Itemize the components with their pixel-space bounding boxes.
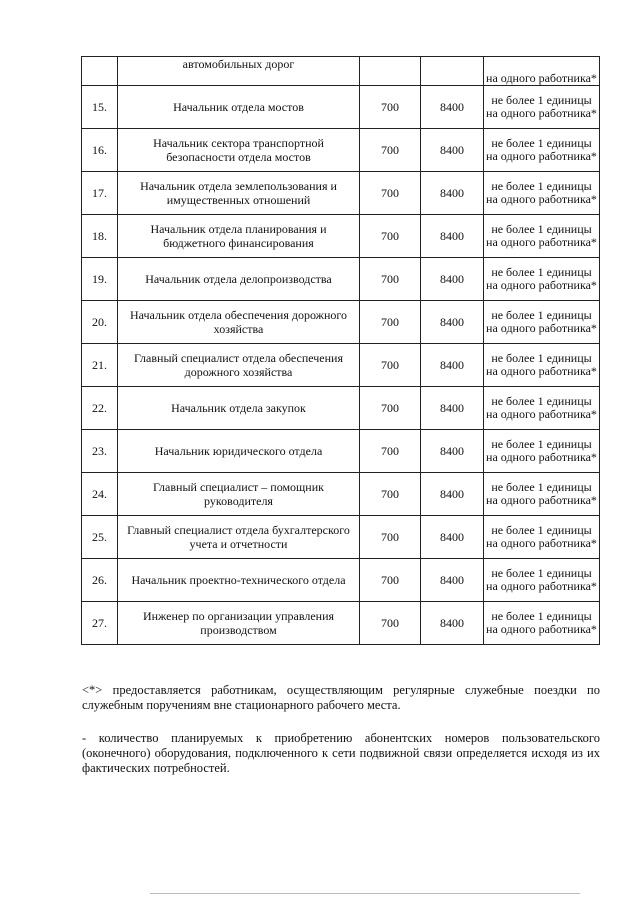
table-row xyxy=(82,172,600,215)
annual-cell: 8400 xyxy=(421,559,484,602)
annual-cell: 8400 xyxy=(421,215,484,258)
footnote-quantity: - количество планируемых к приобретению абонентских номеров пользовательского (оконечного) оборудования, подключенного к сети подвижной связи определяется исходя из их фактических потребностей. xyxy=(82,731,600,775)
note-cell: не более 1 единицы на одного работника* xyxy=(484,602,600,645)
page-bottom-rule xyxy=(150,893,580,894)
mobile-communication-norms-table xyxy=(81,56,600,645)
position-cell: Главный специалист отдела бухгалтерского учета и отчетности xyxy=(118,516,360,559)
annual-cell: 8400 xyxy=(421,258,484,301)
row-number-cell: 22. xyxy=(82,387,118,430)
limit-cell xyxy=(360,57,421,86)
row-number-cell: 19. xyxy=(82,258,118,301)
limit-cell: 700 xyxy=(360,301,421,344)
position-cell: Главный специалист – помощник руководителя xyxy=(118,473,360,516)
annual-cell: 8400 xyxy=(421,387,484,430)
position-cell: Инженер по организации управления производством xyxy=(118,602,360,645)
note-cell: не более 1 единицы на одного работника* xyxy=(484,387,600,430)
row-number-cell: 20. xyxy=(82,301,118,344)
note-cell: не более 1 единицы на одного работника* xyxy=(484,172,600,215)
row-number-cell xyxy=(82,57,118,86)
table-row xyxy=(82,258,600,301)
note-cell: на одного работника* xyxy=(484,57,600,86)
position-cell: Начальник отдела планирования и бюджетного финансирования xyxy=(118,215,360,258)
limit-cell: 700 xyxy=(360,86,421,129)
note-cell: не более 1 единицы на одного работника* xyxy=(484,258,600,301)
footnote-asterisk: <*> предоставляется работникам, осуществляющим регулярные служебные поездки по служебным поручениям вне стационарного рабочего места. xyxy=(82,683,600,712)
note-cell: не более 1 единицы на одного работника* xyxy=(484,129,600,172)
annual-cell: 8400 xyxy=(421,430,484,473)
position-cell: Начальник отдела мостов xyxy=(118,86,360,129)
limit-cell: 700 xyxy=(360,172,421,215)
note-cell: не более 1 единицы на одного работника* xyxy=(484,344,600,387)
position-cell: Начальник отдела закупок xyxy=(118,387,360,430)
limit-cell: 700 xyxy=(360,430,421,473)
limit-cell: 700 xyxy=(360,602,421,645)
row-number-cell: 15. xyxy=(82,86,118,129)
note-cell: не более 1 единицы на одного работника* xyxy=(484,301,600,344)
row-number-cell: 17. xyxy=(82,172,118,215)
limit-cell: 700 xyxy=(360,559,421,602)
limit-cell: 700 xyxy=(360,258,421,301)
limit-cell: 700 xyxy=(360,516,421,559)
limit-cell: 700 xyxy=(360,473,421,516)
row-number-cell: 21. xyxy=(82,344,118,387)
annual-cell: 8400 xyxy=(421,473,484,516)
limit-cell: 700 xyxy=(360,387,421,430)
annual-cell: 8400 xyxy=(421,516,484,559)
annual-cell: 8400 xyxy=(421,602,484,645)
annual-cell: 8400 xyxy=(421,86,484,129)
annual-cell: 8400 xyxy=(421,129,484,172)
table-body xyxy=(82,57,600,645)
position-cell: Начальник проектно-технического отдела xyxy=(118,559,360,602)
row-number-cell: 26. xyxy=(82,559,118,602)
table-row xyxy=(82,430,600,473)
position-cell: Начальник отдела землепользования и имущественных отношений xyxy=(118,172,360,215)
table-row-continued xyxy=(82,57,600,86)
row-number-cell: 25. xyxy=(82,516,118,559)
annual-cell: 8400 xyxy=(421,344,484,387)
position-cell: Главный специалист отдела обеспечения дорожного хозяйства xyxy=(118,344,360,387)
table-row xyxy=(82,387,600,430)
position-cell: Начальник отдела обеспечения дорожного хозяйства xyxy=(118,301,360,344)
table-row xyxy=(82,301,600,344)
note-cell: не более 1 единицы на одного работника* xyxy=(484,215,600,258)
row-number-cell: 16. xyxy=(82,129,118,172)
table-row xyxy=(82,516,600,559)
annual-cell: 8400 xyxy=(421,301,484,344)
note-cell: не более 1 единицы на одного работника* xyxy=(484,559,600,602)
table-row xyxy=(82,129,600,172)
annual-cell xyxy=(421,57,484,86)
table-row xyxy=(82,86,600,129)
limit-cell: 700 xyxy=(360,129,421,172)
table-row xyxy=(82,602,600,645)
note-cell: не более 1 единицы на одного работника* xyxy=(484,473,600,516)
table-row xyxy=(82,473,600,516)
note-cell: не более 1 единицы на одного работника* xyxy=(484,86,600,129)
limit-cell: 700 xyxy=(360,215,421,258)
table-row xyxy=(82,559,600,602)
position-cell: автомобильных дорог xyxy=(118,57,360,86)
limit-cell: 700 xyxy=(360,344,421,387)
annual-cell: 8400 xyxy=(421,172,484,215)
position-cell: Начальник сектора транспортной безопасности отдела мостов xyxy=(118,129,360,172)
row-number-cell: 24. xyxy=(82,473,118,516)
row-number-cell: 23. xyxy=(82,430,118,473)
position-cell: Начальник отдела делопроизводства xyxy=(118,258,360,301)
table-row xyxy=(82,215,600,258)
note-cell: не более 1 единицы на одного работника* xyxy=(484,516,600,559)
note-cell: не более 1 единицы на одного работника* xyxy=(484,430,600,473)
position-cell: Начальник юридического отдела xyxy=(118,430,360,473)
table-row xyxy=(82,344,600,387)
row-number-cell: 18. xyxy=(82,215,118,258)
row-number-cell: 27. xyxy=(82,602,118,645)
